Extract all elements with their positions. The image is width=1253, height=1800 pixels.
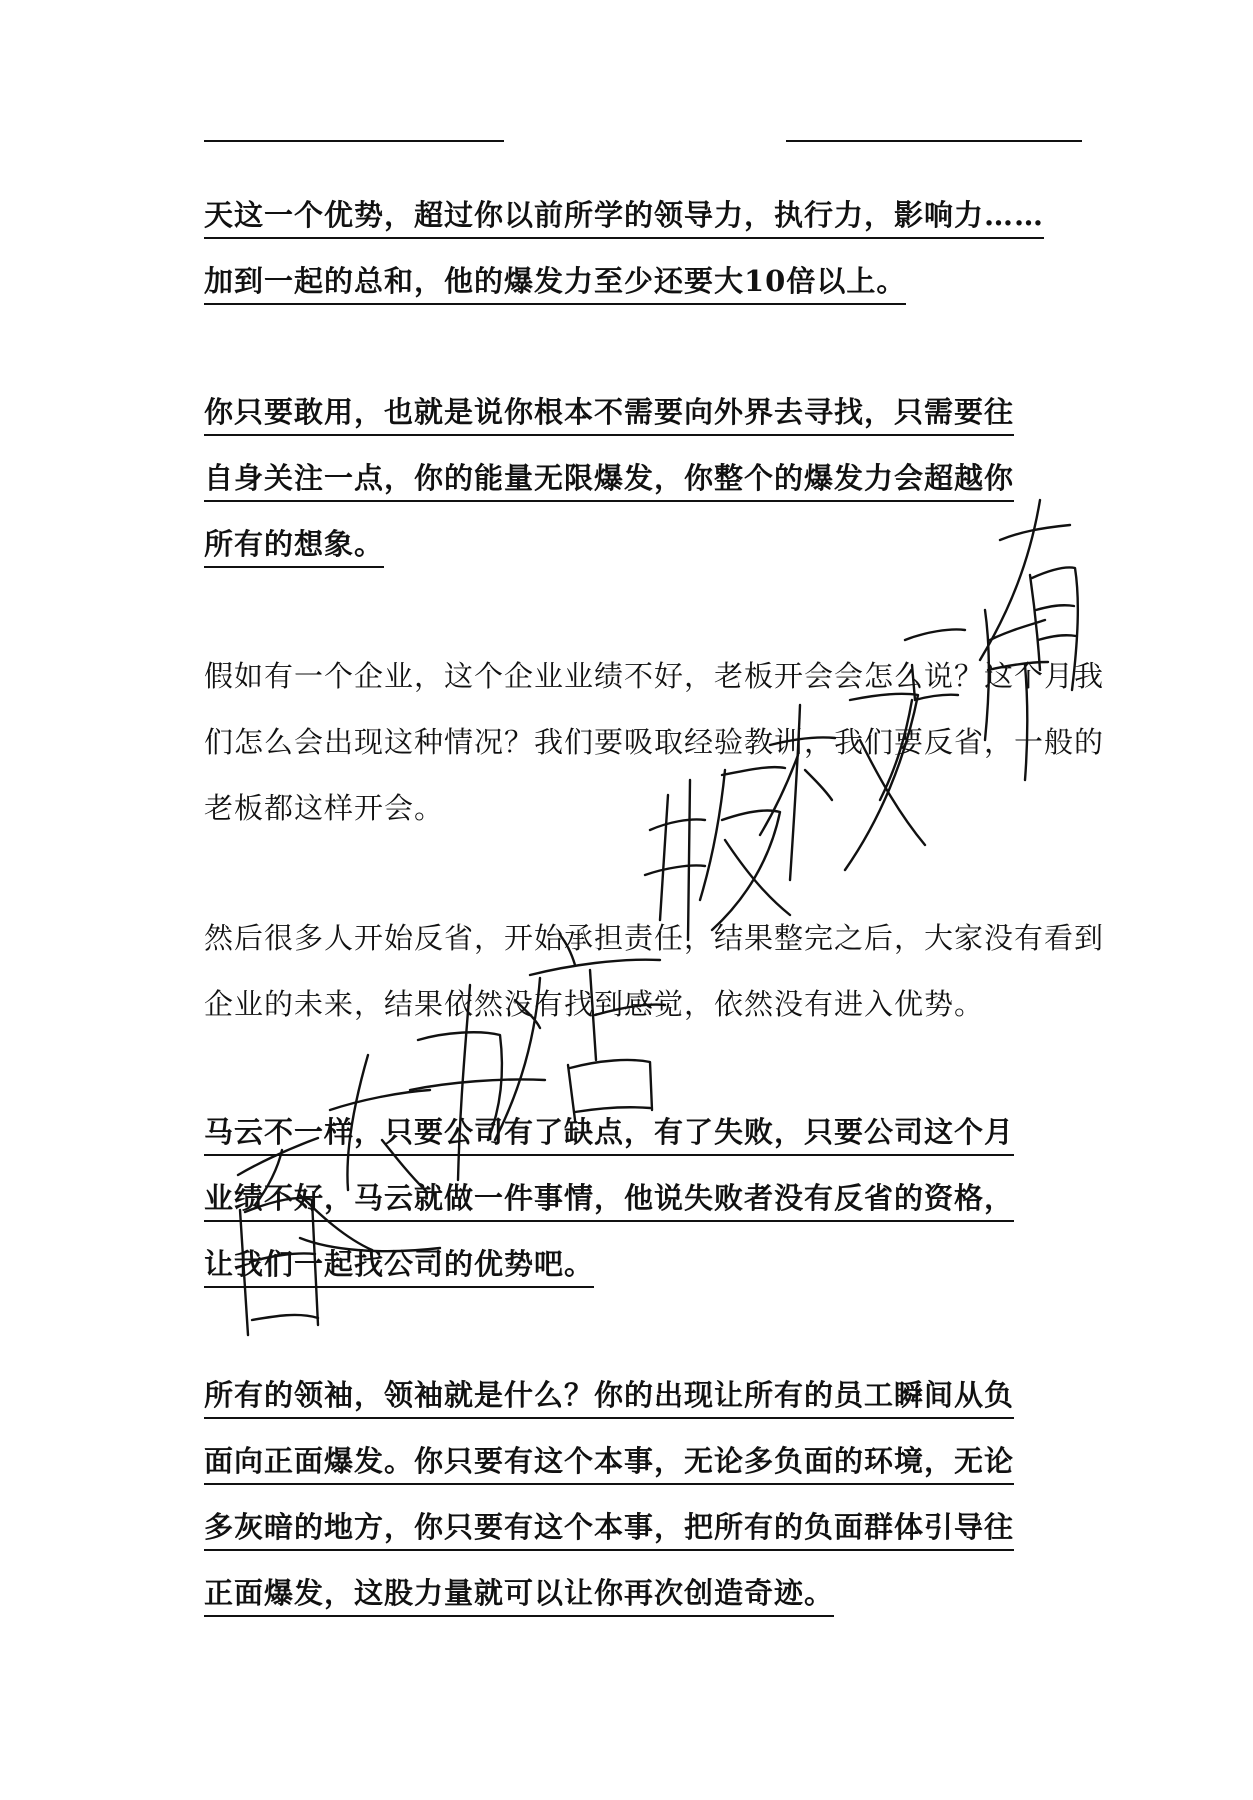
paragraph-line: 假如有一个企业，这个企业业绩不好，老板开会会怎么说？这个月我 bbox=[204, 659, 1105, 693]
paragraph-line: 面向正面爆发。你只要有这个本事，无论多负面的环境，无论 bbox=[204, 1441, 1014, 1485]
paragraph-line: 企业的未来，结果依然没有找到感觉，依然没有进入优势。 bbox=[204, 987, 985, 1021]
paragraph-line: 然后很多人开始反省，开始承担责任，结果整完之后，大家没有看到 bbox=[204, 921, 1105, 955]
paragraph-line: 加到一起的总和，他的爆发力至少还要大10倍以上。 bbox=[204, 261, 906, 305]
header-rule-left bbox=[204, 140, 504, 142]
paragraph-line: 业绩不好，马云就做一件事情，他说失败者没有反省的资格， bbox=[204, 1178, 1014, 1222]
paragraph-line: 让我们一起找公司的优势吧。 bbox=[204, 1244, 594, 1288]
paragraph-line: 你只要敢用，也就是说你根本不需要向外界去寻找，只需要往 bbox=[204, 392, 1014, 436]
paragraph-line: 自身关注一点，你的能量无限爆发，你整个的爆发力会超越你 bbox=[204, 458, 1014, 502]
paragraph-line: 马云不一样，只要公司有了缺点，有了失败，只要公司这个月 bbox=[204, 1112, 1014, 1156]
paragraph-line: 天这一个优势，超过你以前所学的领导力，执行力，影响力…… bbox=[204, 195, 1044, 239]
paragraph-line: 老板都这样开会。 bbox=[204, 791, 445, 825]
paragraph-line: 正面爆发，这股力量就可以让你再次创造奇迹。 bbox=[204, 1573, 834, 1617]
paragraph-line: 所有的想象。 bbox=[204, 524, 384, 568]
paragraph-line: 多灰暗的地方，你只要有这个本事，把所有的负面群体引导往 bbox=[204, 1507, 1014, 1551]
paragraph-line: 们怎么会出现这种情况？我们要吸取经验教训，我们要反省，一般的 bbox=[204, 725, 1105, 759]
header-rule-right bbox=[786, 140, 1082, 142]
paragraph-line: 所有的领袖，领袖就是什么？你的出现让所有的员工瞬间从负 bbox=[204, 1375, 1014, 1419]
